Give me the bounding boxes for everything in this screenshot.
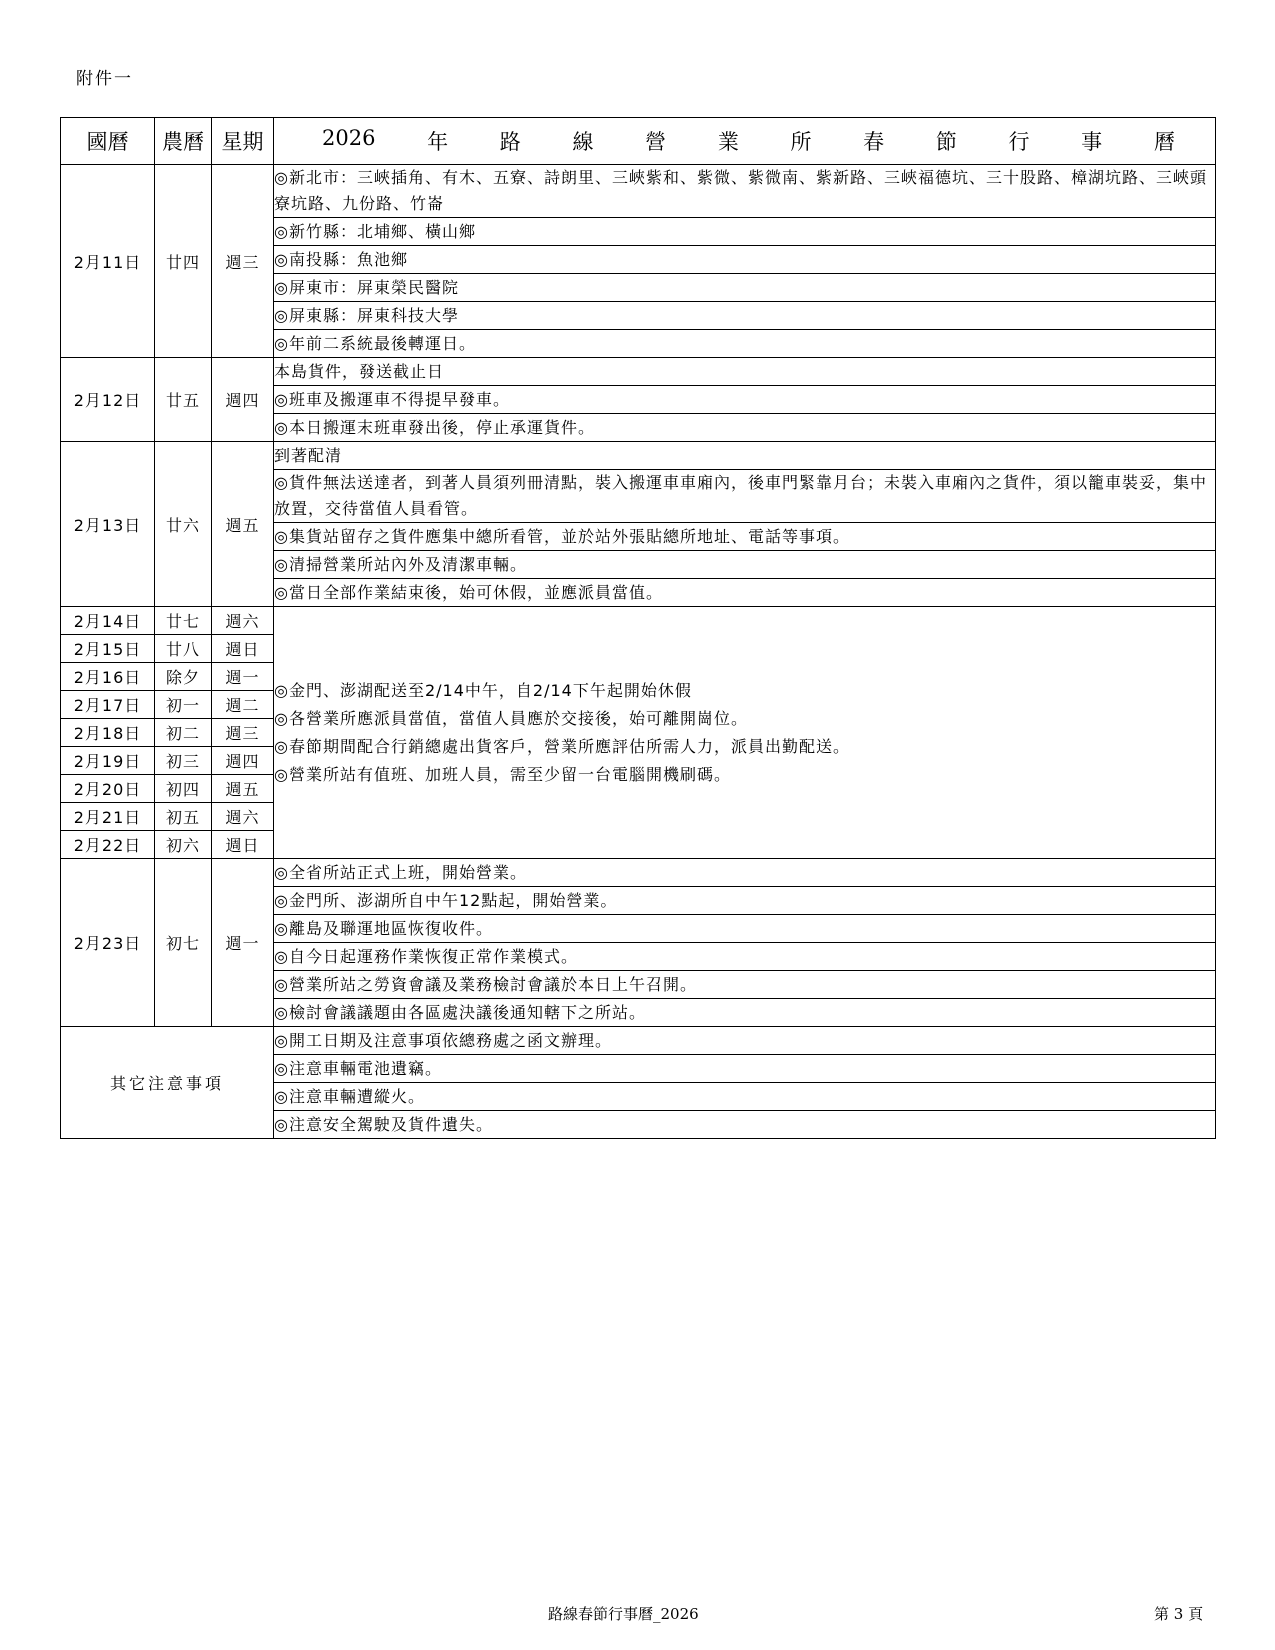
lunar-cell: 廿六 bbox=[155, 442, 212, 607]
entry-cell: ◎屏東縣：屏東科技大學 bbox=[274, 302, 1216, 330]
lunar-cell: 初四 bbox=[155, 775, 212, 803]
lunar-cell: 初二 bbox=[155, 719, 212, 747]
holiday-note: ◎各營業所應派員當值，當值人員應於交接後，始可離開崗位。 bbox=[274, 708, 748, 728]
entry-cell: ◎集貨站留存之貨件應集中總所看管，並於站外張貼總所地址、電話等事項。 bbox=[274, 523, 1216, 551]
col-header-lunar: 農曆 bbox=[155, 118, 212, 165]
date-cell: 2月15日 bbox=[61, 635, 155, 663]
other-notes-label: 其它注意事項 bbox=[61, 1027, 274, 1139]
holiday-notes-cell bbox=[274, 607, 1216, 859]
weekday-cell: 週一 bbox=[212, 859, 274, 1027]
header-row bbox=[61, 118, 1216, 165]
entry-cell: ◎班車及搬運車不得提早發車。 bbox=[274, 386, 1216, 414]
lunar-cell: 廿八 bbox=[155, 635, 212, 663]
weekday-cell: 週三 bbox=[212, 719, 274, 747]
entry-cell: ◎離島及聯運地區恢復收件。 bbox=[274, 915, 1216, 943]
footer-page-number: 第 3 頁 bbox=[1154, 1605, 1204, 1623]
table-row bbox=[61, 358, 1216, 386]
entry-cell: ◎屏東市：屏東榮民醫院 bbox=[274, 274, 1216, 302]
title-part: 春 bbox=[863, 130, 885, 154]
entry-cell: 到著配清 bbox=[274, 442, 1216, 470]
holiday-note: ◎營業所站有值班、加班人員，需至少留一台電腦開機刷碼。 bbox=[274, 764, 731, 784]
table-row bbox=[61, 1027, 1216, 1055]
entry-cell: 本島貨件，發送截止日 bbox=[274, 358, 1216, 386]
entry-cell: ◎本日搬運末班車發出後，停止承運貨件。 bbox=[274, 414, 1216, 442]
entry-cell: ◎注意車輛遭縱火。 bbox=[274, 1083, 1216, 1111]
entry-cell: ◎清掃營業所站內外及清潔車輛。 bbox=[274, 551, 1216, 579]
weekday-cell: 週六 bbox=[212, 803, 274, 831]
weekday-cell: 週日 bbox=[212, 831, 274, 859]
lunar-cell: 廿五 bbox=[155, 358, 212, 442]
entry-cell: ◎全省所站正式上班，開始營業。 bbox=[274, 859, 1216, 887]
table-title bbox=[274, 118, 1216, 165]
date-cell: 2月12日 bbox=[61, 358, 155, 442]
date-cell: 2月18日 bbox=[61, 719, 155, 747]
entry-cell: ◎自今日起運務作業恢復正常作業模式。 bbox=[274, 943, 1216, 971]
lunar-cell: 初五 bbox=[155, 803, 212, 831]
entry-cell: ◎南投縣：魚池鄉 bbox=[274, 246, 1216, 274]
title-part: 2026 bbox=[322, 126, 376, 150]
entry-cell: ◎注意車輛電池遺竊。 bbox=[274, 1055, 1216, 1083]
title-part: 事 bbox=[1081, 130, 1103, 154]
title-part: 路 bbox=[499, 130, 521, 154]
date-cell: 2月23日 bbox=[61, 859, 155, 1027]
date-cell: 2月17日 bbox=[61, 691, 155, 719]
lunar-cell: 初七 bbox=[155, 859, 212, 1027]
date-cell: 2月13日 bbox=[61, 442, 155, 607]
lunar-cell: 初六 bbox=[155, 831, 212, 859]
title-part: 營 bbox=[645, 130, 667, 154]
title-part: 所 bbox=[790, 130, 812, 154]
lunar-cell: 廿七 bbox=[155, 607, 212, 635]
title-part: 業 bbox=[717, 130, 739, 154]
entry-cell: ◎注意安全駕駛及貨件遺失。 bbox=[274, 1111, 1216, 1139]
entry-cell: ◎金門所、澎湖所自中午12點起，開始營業。 bbox=[274, 887, 1216, 915]
footer-doc-name: 路線春節行事曆_2026 bbox=[548, 1605, 699, 1623]
weekday-cell: 週三 bbox=[212, 165, 274, 358]
weekday-cell: 週四 bbox=[212, 747, 274, 775]
col-header-weekday: 星期 bbox=[212, 118, 274, 165]
weekday-cell: 週二 bbox=[212, 691, 274, 719]
title-part: 年 bbox=[427, 130, 449, 154]
date-cell: 2月14日 bbox=[61, 607, 155, 635]
title-part: 曆 bbox=[1153, 130, 1175, 154]
weekday-cell: 週一 bbox=[212, 663, 274, 691]
entry-cell: ◎貨件無法送達者，到著人員須列冊清點，裝入搬運車車廂內，後車門緊靠月台；未裝入車廂內之貨件，須以籠車裝妥，集中放置，交待當值人員看管。 bbox=[274, 470, 1216, 523]
lunar-cell: 初三 bbox=[155, 747, 212, 775]
weekday-cell: 週日 bbox=[212, 635, 274, 663]
title-part: 線 bbox=[572, 130, 594, 154]
date-cell: 2月11日 bbox=[61, 165, 155, 358]
entry-cell: ◎營業所站之勞資會議及業務檢討會議於本日上午召開。 bbox=[274, 971, 1216, 999]
attachment-label: 附件一 bbox=[76, 69, 133, 89]
date-cell: 2月21日 bbox=[61, 803, 155, 831]
col-header-gregorian: 國曆 bbox=[61, 118, 155, 165]
entry-cell: ◎當日全部作業結束後，始可休假，並應派員當值。 bbox=[274, 579, 1216, 607]
entry-cell: ◎年前二系統最後轉運日。 bbox=[274, 330, 1216, 358]
entry-cell: ◎檢討會議議題由各區處決議後通知轄下之所站。 bbox=[274, 999, 1216, 1027]
spring-festival-calendar-table bbox=[60, 117, 1216, 1139]
lunar-cell: 除夕 bbox=[155, 663, 212, 691]
entry-cell: ◎新北市：三峽插角、有木、五寮、詩朗里、三峽紫和、紫微、紫微南、紫新路、三峽福德坑、三十股路、樟湖坑路、三峽頭寮坑路、九份路、竹崙 bbox=[274, 165, 1216, 218]
weekday-cell: 週六 bbox=[212, 607, 274, 635]
lunar-cell: 初一 bbox=[155, 691, 212, 719]
table-row bbox=[61, 859, 1216, 887]
lunar-cell: 廿四 bbox=[155, 165, 212, 358]
table-row bbox=[61, 607, 1216, 635]
title-part: 行 bbox=[1008, 130, 1030, 154]
entry-cell: ◎開工日期及注意事項依總務處之函文辦理。 bbox=[274, 1027, 1216, 1055]
weekday-cell: 週四 bbox=[212, 358, 274, 442]
date-cell: 2月16日 bbox=[61, 663, 155, 691]
weekday-cell: 週五 bbox=[212, 442, 274, 607]
table-row bbox=[61, 442, 1216, 470]
weekday-cell: 週五 bbox=[212, 775, 274, 803]
holiday-note: ◎金門、澎湖配送至2/14中午，自2/14下午起開始休假 bbox=[274, 680, 692, 700]
date-cell: 2月22日 bbox=[61, 831, 155, 859]
title-part: 節 bbox=[935, 130, 957, 154]
date-cell: 2月19日 bbox=[61, 747, 155, 775]
date-cell: 2月20日 bbox=[61, 775, 155, 803]
holiday-note: ◎春節期間配合行銷總處出貨客戶，營業所應評估所需人力，派員出勤配送。 bbox=[274, 736, 850, 756]
entry-cell: ◎新竹縣：北埔鄉、橫山鄉 bbox=[274, 218, 1216, 246]
table-row bbox=[61, 165, 1216, 218]
